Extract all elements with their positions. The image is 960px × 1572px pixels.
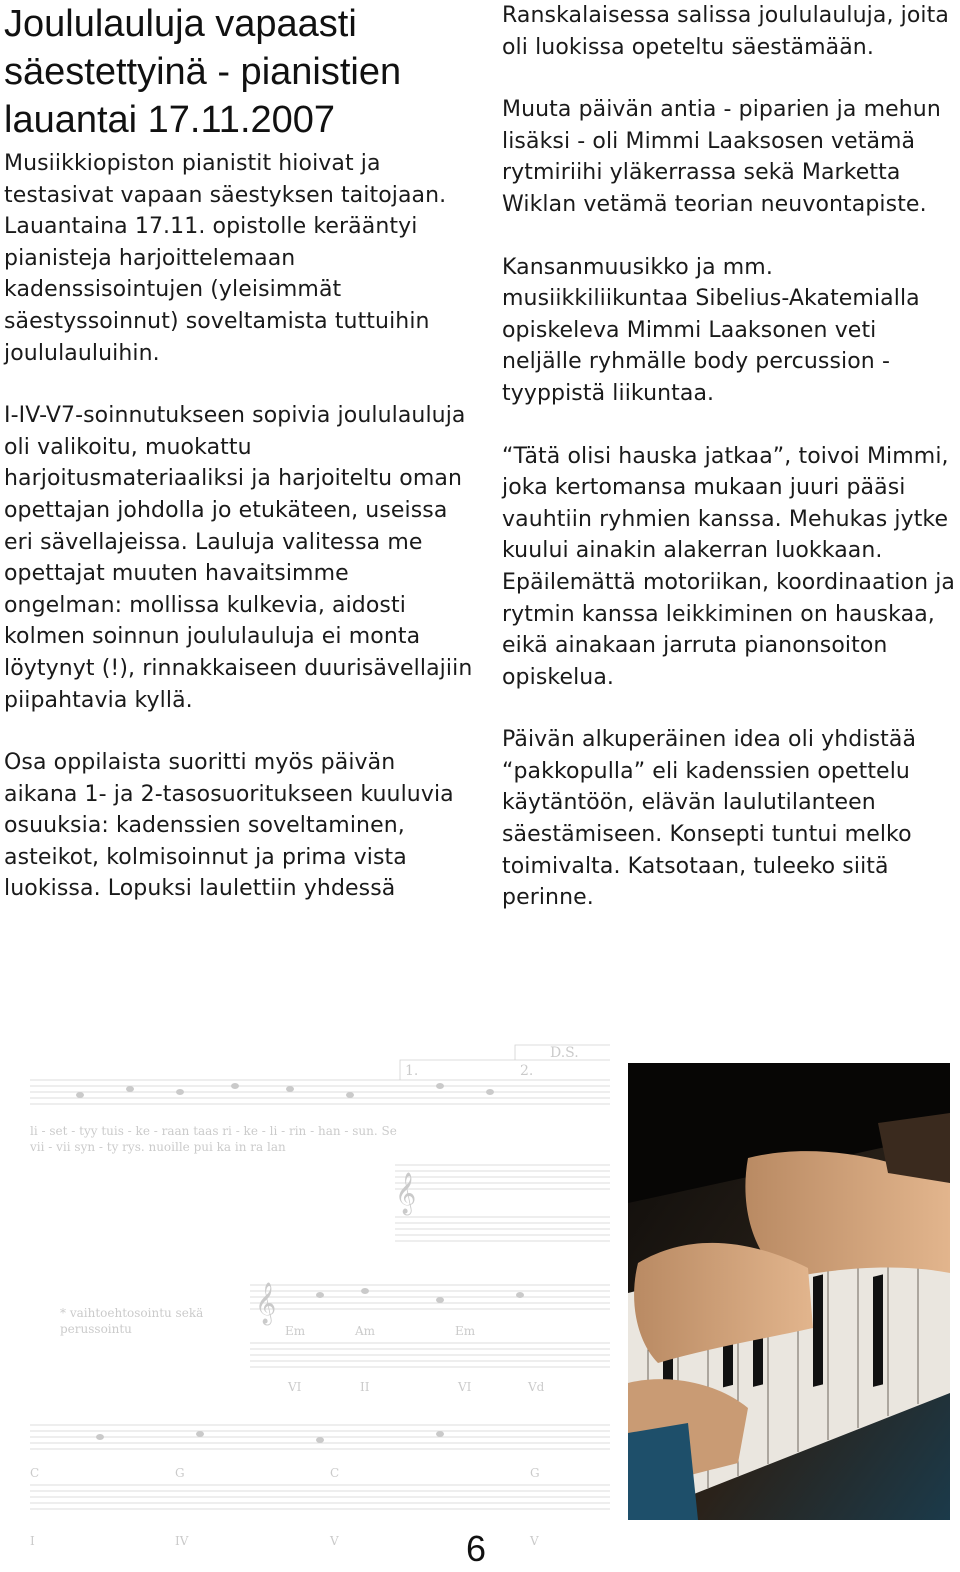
paragraph-idea: Päivän alkuperäinen idea oli yhdistää “pakkopulla” eli kadenssien opettelu käytäntöön, elävän laulutilanteen säestämiseen. Konsepti tuntui melko toimivalta. Katsotaan, tuleeko siitä perinne. — [502, 727, 917, 911]
paragraph-day-program: Muuta päivän antia - piparien ja mehun lisäksi - oli Mimmi Laaksosen vetämä rytmiriihi yläkerrassa sekä Marketta Wiklan vetämä teorian neuvontapiste. — [502, 97, 941, 217]
chord-label-2: Am — [355, 1324, 376, 1338]
sheet-music-graphic — [20, 1025, 620, 1555]
article-title: Joululauluja vapaasti säestettyinä - pianistien lauantai 17.11.2007 — [4, 3, 402, 141]
piano-photo — [628, 1063, 950, 1520]
page-number: 6 — [466, 1528, 487, 1569]
bottom-chord-2: G — [175, 1466, 185, 1480]
paragraph-french-hall: Ranskalaisessa salissa joululauluja, joita oli luokissa opeteltu säestämään. — [502, 3, 949, 60]
ending-label-2: 2. — [520, 1063, 534, 1079]
sheet-note-1: * vaihtoehtosointu sekä — [60, 1306, 204, 1320]
degree-label-2: II — [360, 1380, 370, 1394]
paragraph-exams: Osa oppilaista suoritti myös päivän aikana 1- ja 2-tasosuoritukseen kuuluvia osuuksia: kadenssien soveltaminen, asteikot, kolmisoinnut ja prima vista luokissa. Lopuksi laulettiin yhdessä — [4, 750, 454, 902]
sheet-note-2: perussointu — [60, 1322, 132, 1336]
degree-label-4: Vd — [528, 1380, 545, 1394]
degree-label-3: VI — [458, 1380, 472, 1394]
chord-label-1: Em — [285, 1324, 306, 1338]
treble-clef-icon-2: 𝄞 — [255, 1283, 277, 1324]
bottom-chord-1: C — [30, 1466, 40, 1480]
paragraph-quote: “Tätä olisi hauska jatkaa”, toivoi Mimmi, joka kertomansa mukaan juuri pääsi vauhtiin ryhmien kanssa. Mehukas jytke kuului ainakin alakerran luokkaan. Epäilemättä motoriikan, koordinaation ja rytmin kanssa leikkiminen on hauskaa, eikä ainakaan jarruta pianonsoiton opiskelua. — [502, 443, 956, 690]
lyrics-line-2: vii - vii syn - ty rys. nuoille pui ka in ra lan — [30, 1140, 286, 1154]
right-column — [502, 0, 958, 914]
paragraph-intro: Musiikkiopiston pianistit hioivat ja testasivat vapaan säestyksen taitojaan. Lauantaina 17.11. opistolle kerääntyi pianisteja harjoittelemaan kadenssisointujen (yleisimmät säestyssoinnut) soveltamista tuttuihin joululauluihin. — [4, 151, 447, 366]
lyrics-line-1: li - set - tyy tuis - ke - raan taas ri - ke - li - rin - han - sun. Se — [30, 1124, 397, 1138]
ending-label-1: 1. — [405, 1063, 419, 1079]
bottom-degree-4: V — [530, 1534, 539, 1548]
degree-label-1: VI — [288, 1380, 302, 1394]
piano-hands-photo-icon — [628, 1063, 950, 1520]
left-column — [4, 0, 474, 905]
paragraph-mimmi: Kansanmuusikko ja mm. musiikkiliikuntaa Sibelius-Akatemialla opiskeleva Mimmi Laaksonen veti neljälle ryhmälle body percussion -tyyppistä liikuntaa. — [502, 254, 920, 406]
bottom-degree-1: I — [30, 1534, 35, 1548]
bottom-degree-2: IV — [175, 1534, 189, 1548]
chord-label-3: Em — [455, 1324, 476, 1338]
treble-clef-icon: 𝄞 — [395, 1173, 417, 1214]
ds-label: D.S. — [550, 1045, 579, 1061]
bottom-chord-3: C — [330, 1466, 340, 1480]
bottom-chord-4: G — [530, 1466, 540, 1480]
paragraph-chord-songs: I-IV-V7-soinnutukseen sopivia joululauluja oli valikoitu, muokattu harjoitusmateriaaliksi ja harjoiteltu oman opettajan johdolla jo etukäteen, useissa eri sävellajeissa. Lauluja valitessa me opettajat muuten havaitsimme ongelman: mollissa kulkevia, aidosti kolmen soinnun joululauluja ei monta löytynyt (!), rinnakkaiseen duurisävellajiin piipahtavia kyllä. — [4, 403, 473, 713]
bottom-degree-3: V — [330, 1534, 339, 1548]
